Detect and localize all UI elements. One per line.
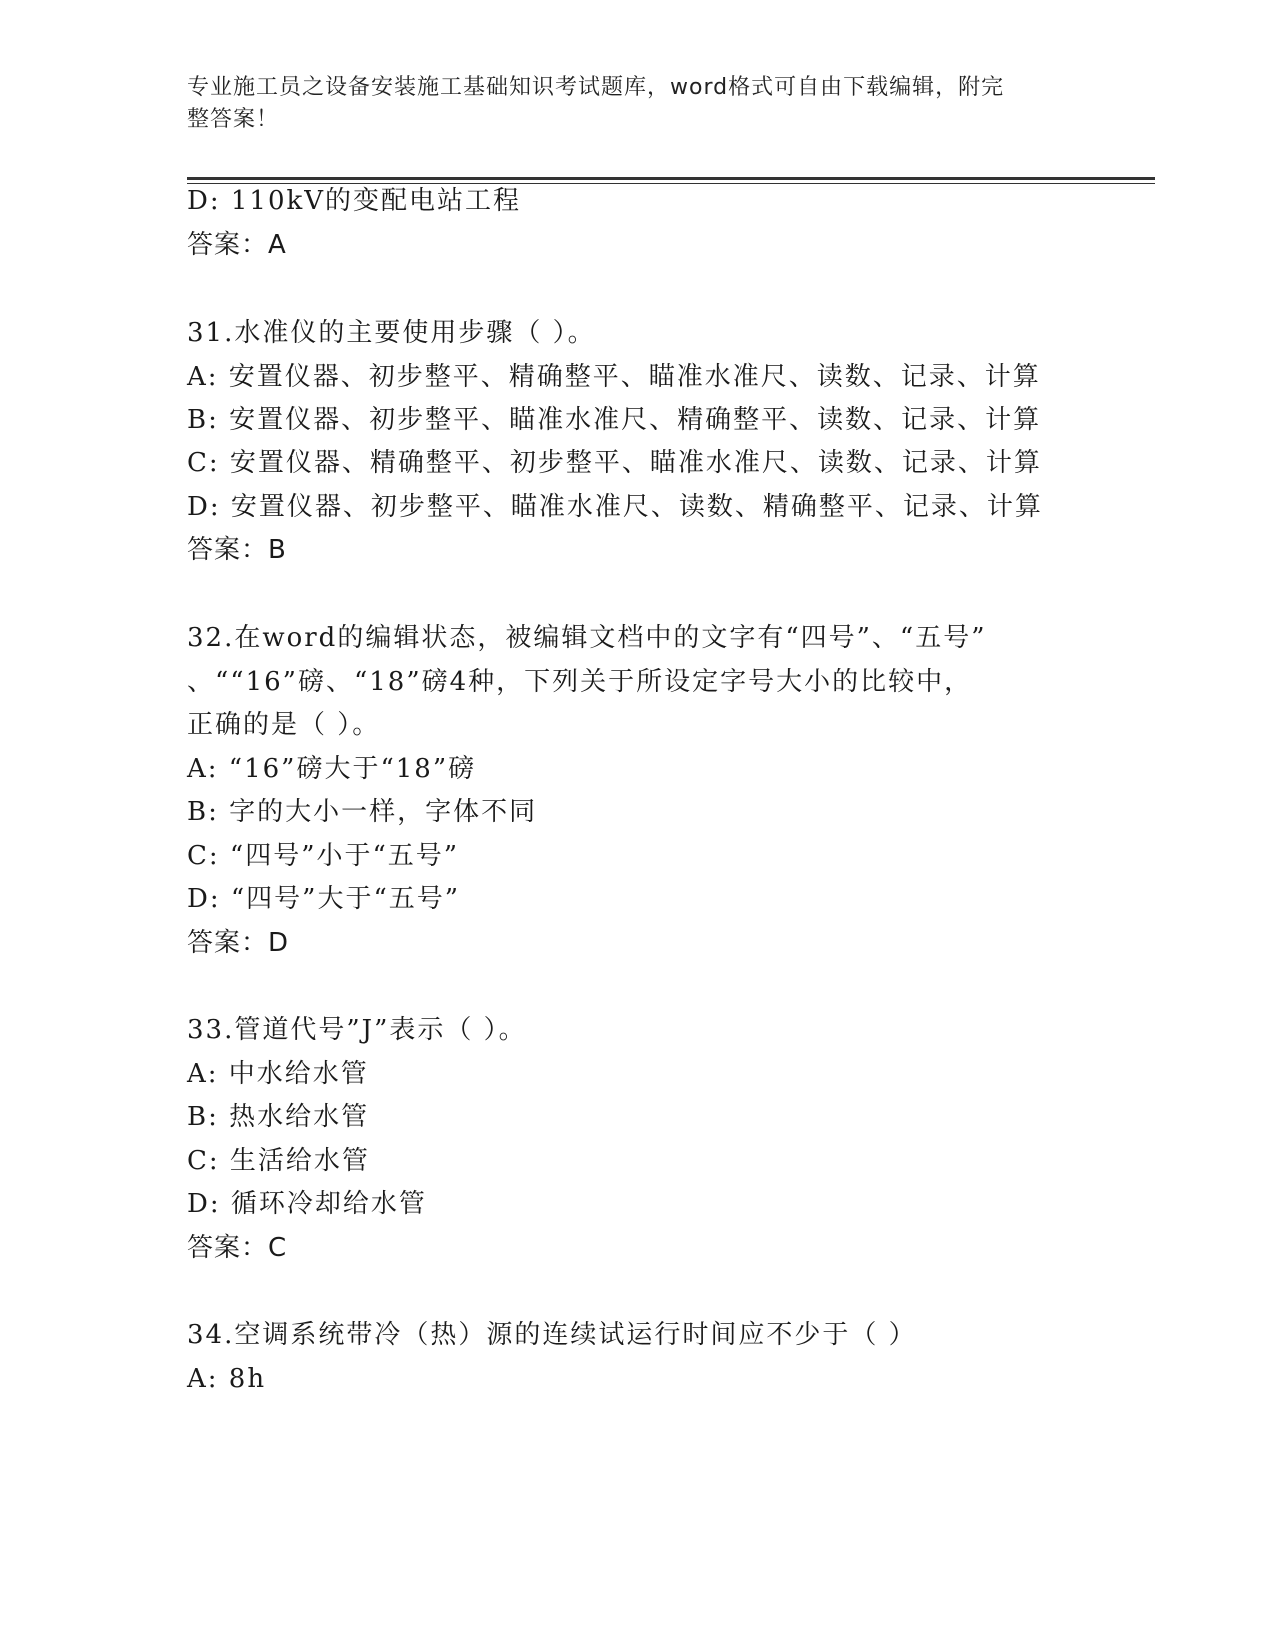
question-34-stem: 34.空调系统带冷（热）源的连续试运行时间应不少于（ ） xyxy=(187,1320,917,1350)
question-33-option-c: C: 生活给水管 xyxy=(187,1146,370,1176)
question-33-option-a: A: 中水给水管 xyxy=(187,1059,369,1089)
question-33-answer: 答案：C xyxy=(187,1233,288,1263)
question-31-option-c: C: 安置仪器、精确整平、初步整平、瞄准水准尺、读数、记录、计算 xyxy=(187,448,1042,478)
question-31-answer: 答案：B xyxy=(187,535,287,565)
document-header xyxy=(187,72,1067,136)
header-divider-thick xyxy=(187,177,1155,180)
question-32-option-c: C: “四号”小于“五号” xyxy=(187,841,460,871)
question-31-option-b: B: 安置仪器、初步整平、瞄准水准尺、精确整平、读数、记录、计算 xyxy=(187,405,1042,435)
question-32-stem-1: 32.在word的编辑状态，被编辑文档中的文字有“四号”、“五号” xyxy=(187,623,987,653)
question-32-option-a: A: “16”磅大于“18”磅 xyxy=(187,754,477,784)
header-line-2: 整答案！ xyxy=(187,107,280,132)
header-line-1: 专业施工员之设备安装施工基础知识考试题库，word格式可自由下载编辑，附完 xyxy=(187,75,1005,100)
question-32-answer: 答案：D xyxy=(187,928,290,958)
question-31-option-d: D: 安置仪器、初步整平、瞄准水准尺、读数、精确整平、记录、计算 xyxy=(187,492,1043,522)
option-d-prev: D: 110kV的变配电站工程 xyxy=(187,186,522,216)
question-32-stem-3: 正确的是（ ）。 xyxy=(187,710,381,740)
answer-prev: 答案：A xyxy=(187,230,287,260)
question-31-option-a: A: 安置仪器、初步整平、精确整平、瞄准水准尺、读数、记录、计算 xyxy=(187,362,1041,392)
question-33-stem: 33.管道代号”J”表示（ ）。 xyxy=(187,1015,527,1045)
question-34-option-a: A: 8h xyxy=(187,1364,267,1394)
question-33-option-b: B: 热水给水管 xyxy=(187,1102,370,1132)
question-32-option-b: B: 字的大小一样，字体不同 xyxy=(187,797,538,827)
question-31-stem: 31.水准仪的主要使用步骤（ ）。 xyxy=(187,318,596,348)
question-32-option-d: D: “四号”大于“五号” xyxy=(187,884,461,914)
question-33-option-d: D: 循环冷却给水管 xyxy=(187,1189,427,1219)
question-32-stem-2: 、““16”磅、“18”磅4种，下列关于所设定字号大小的比较中， xyxy=(187,667,973,697)
